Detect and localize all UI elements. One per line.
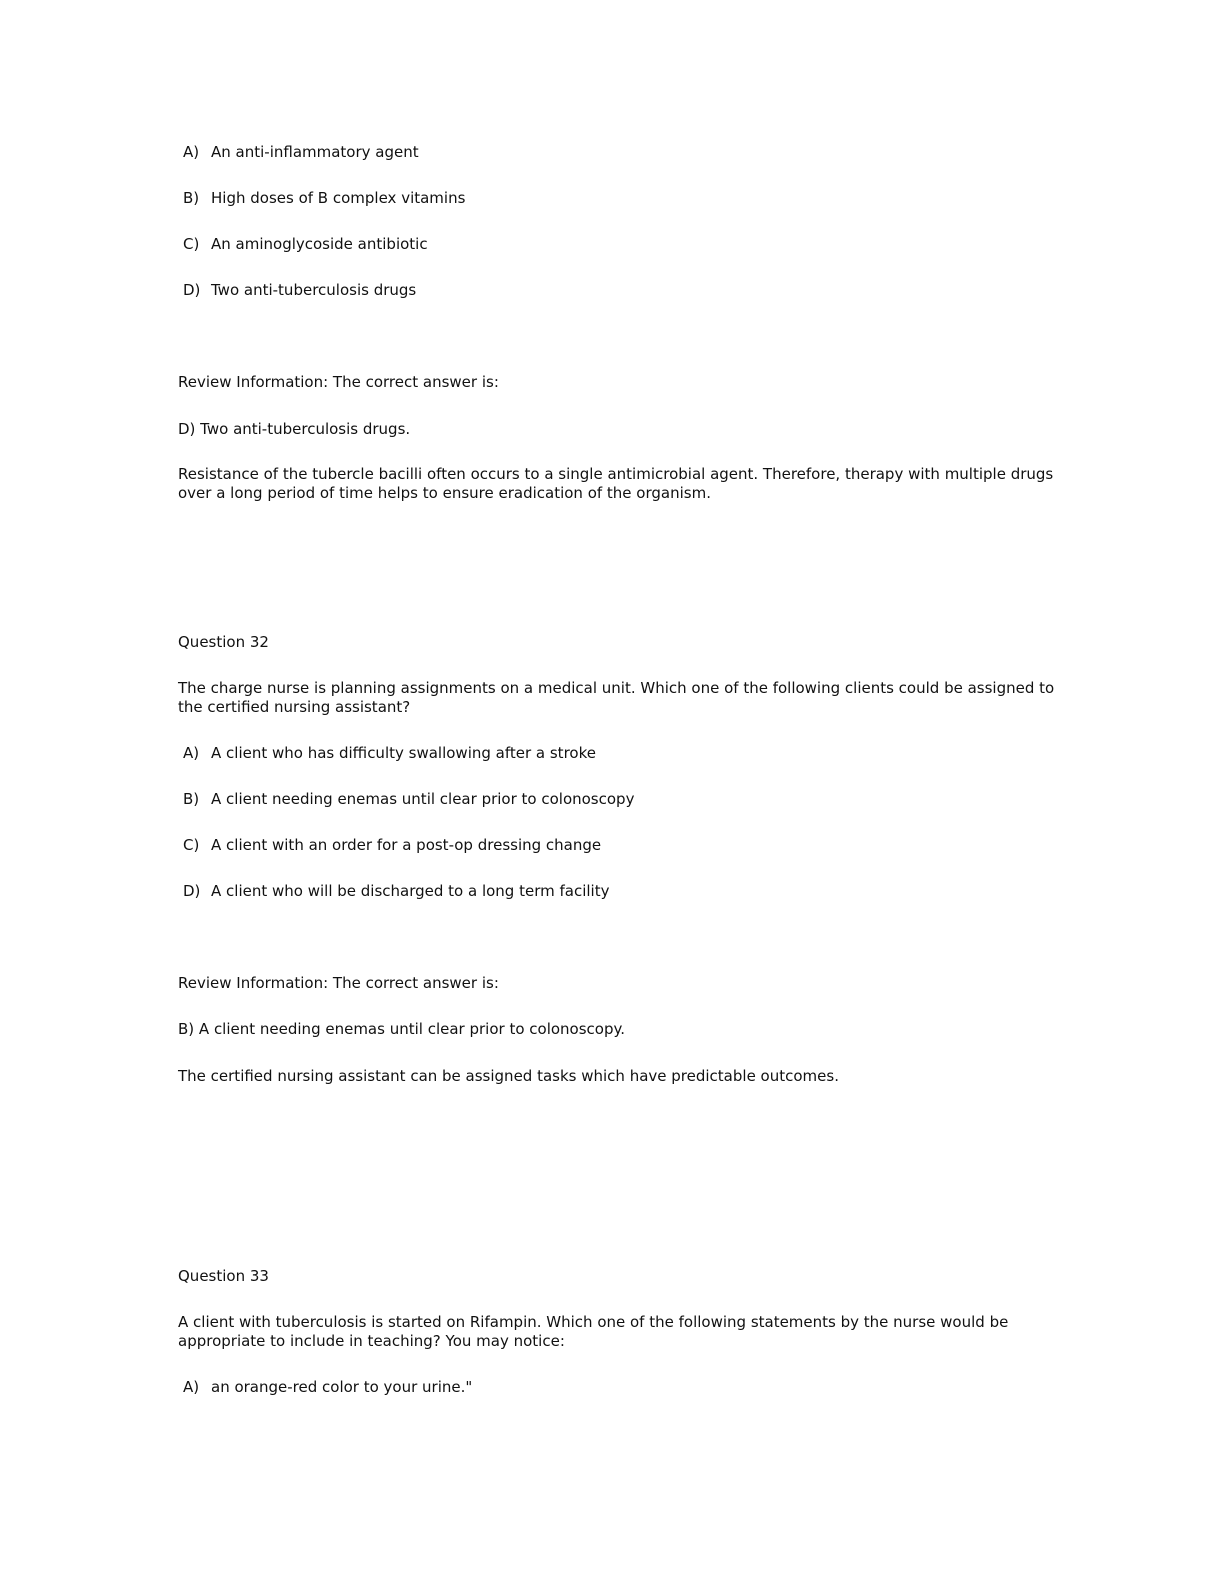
option-text: A client who will be discharged to a long term facility <box>211 882 610 900</box>
answer-option-a <box>183 1378 472 1397</box>
option-letter: A) <box>183 1378 200 1396</box>
option-text: an orange-red color to your urine." <box>211 1378 473 1396</box>
option-letter: D) <box>183 882 201 900</box>
option-text: A client who has difficulty swallowing after a stroke <box>211 744 596 762</box>
answer-option-b <box>183 790 634 809</box>
answer-option-c <box>183 836 601 855</box>
option-text: A client needing enemas until clear prior to colonoscopy <box>211 790 635 808</box>
option-text: An aminoglycoside antibiotic <box>211 235 428 253</box>
answer-option-a <box>183 143 419 162</box>
correct-answer: D) Two anti-tuberculosis drugs. <box>178 420 411 438</box>
review-heading: Review Information: The correct answer is: <box>178 974 499 992</box>
option-letter: A) <box>183 143 200 161</box>
review-heading: Review Information: The correct answer is: <box>178 373 499 391</box>
option-letter: D) <box>183 281 201 299</box>
question-stem: The charge nurse is planning assignments on a medical unit. Which one of the following clients could be assigned to the certified nursing assistant? <box>178 679 1055 716</box>
question-stem: A client with tuberculosis is started on Rifampin. Which one of the following statements by the nurse would be appropriate to include in teaching? You may notice: <box>178 1313 1009 1350</box>
answer-option-b <box>183 189 465 208</box>
option-letter: C) <box>183 235 200 253</box>
option-letter: C) <box>183 836 200 854</box>
answer-option-a <box>183 744 596 763</box>
option-text: High doses of B complex vitamins <box>211 189 466 207</box>
rationale: Resistance of the tubercle bacilli often occurs to a single antimicrobial agent. Therefore, therapy with multiple drugs over a long period of time helps to ensure eradication of the organism. <box>178 465 1054 502</box>
answer-option-d <box>183 281 416 300</box>
option-letter: B) <box>183 790 200 808</box>
option-letter: B) <box>183 189 200 207</box>
rationale: The certified nursing assistant can be assigned tasks which have predictable outcomes. <box>178 1067 839 1085</box>
option-letter: A) <box>183 744 200 762</box>
option-text: An anti-inflammatory agent <box>211 143 419 161</box>
correct-answer: B) A client needing enemas until clear prior to colonoscopy. <box>178 1020 625 1038</box>
answer-option-c <box>183 235 428 254</box>
option-text: Two anti-tuberculosis drugs <box>211 281 417 299</box>
question-title: Question 33 <box>178 1267 269 1285</box>
option-text: A client with an order for a post-op dressing change <box>211 836 602 854</box>
question-title: Question 32 <box>178 633 269 651</box>
answer-option-d <box>183 882 609 901</box>
